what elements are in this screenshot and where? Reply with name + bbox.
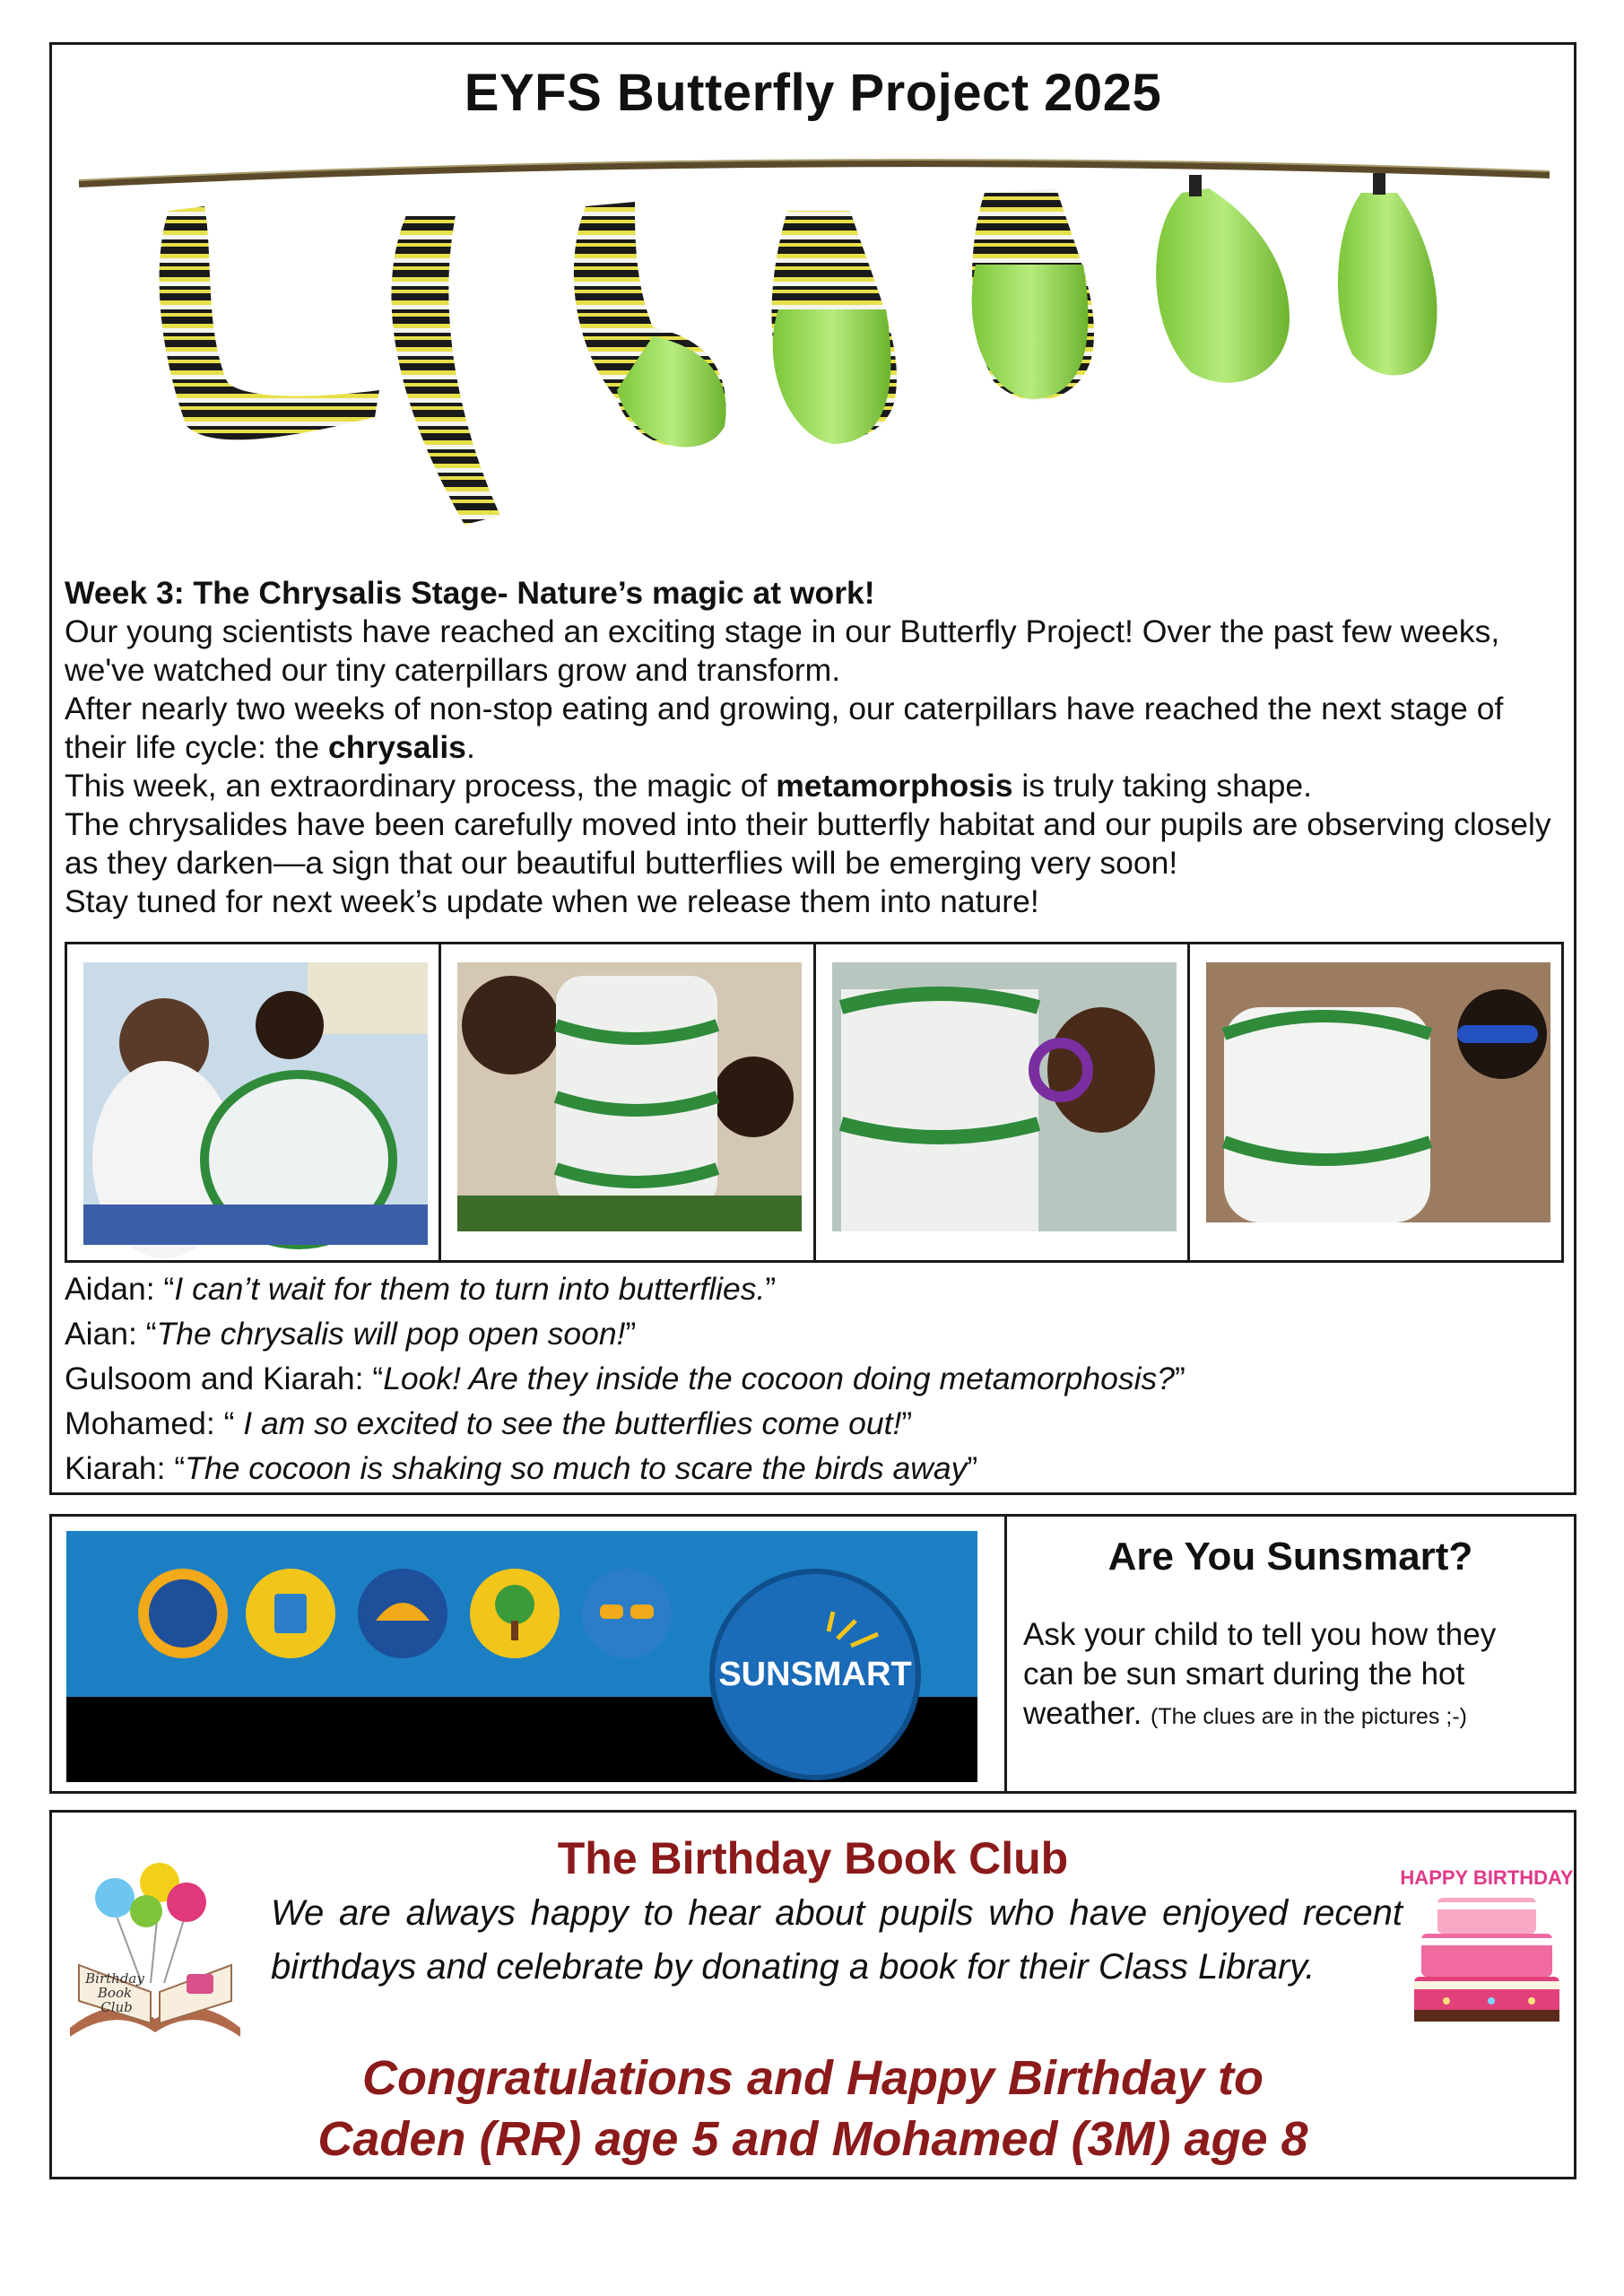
photo-gallery [65,942,1564,1263]
article-text [65,574,1571,921]
paragraph-1: Our young scientists have reached an exciting stage in our Butterfly Project! Over the past few weeks, we've watched our tiny caterpillars grow and transform. [65,613,1500,688]
photo-4 [1190,944,1561,1260]
paragraph-2: After nearly two weeks of non-stop eating and growing, our caterpillars have reached the next stage of their life cycle: the chrysalis. [65,691,1504,765]
sunsmart-body: Ask your child to tell you how they can be sun smart during the hot weather. (The clues are in the pictures ;-) [1023,1617,1497,1731]
birthday-congratulations [52,2048,1574,2170]
book-logo-word-1: Birthday [85,1970,144,1987]
sunsmart-note: (The clues are in the pictures ;-) [1151,1704,1467,1729]
birthday-body: We are always happy to hear about pupils who have enjoyed recent birthdays and celebrate by donating a book for their Class Library. [271,1893,1403,1987]
congrats-line-1: Congratulations and Happy Birthday to [361,2051,1264,2105]
sunsmart-title: Are You Sunsmart? [1107,1535,1473,1578]
page-title: EYFS Butterfly Project 2025 [464,64,1162,122]
article-heading: Week 3: The Chrysalis Stage- Nature’s magic at work! [65,575,875,611]
sunsmart-banner-image [66,1531,977,1782]
quote-aidan: Aidan: “I can’t wait for them to turn into butterflies.” [65,1271,777,1307]
pupil-quotes [65,1266,1185,1491]
quote-aian: Aian: “The chrysalis will pop open soon!” [65,1316,637,1352]
book-logo-word-3: Club [100,1999,133,2015]
photo-3 [816,944,1190,1260]
paragraph-5: Stay tuned for next week’s update when we release them into nature! [65,883,1039,919]
paragraph-4: The chrysalides have been carefully moved into their butterfly habitat and our pupils are observing closely as they darken—a sign that our beautiful butterflies will be emerging very soon! [65,806,1551,881]
photo-1 [67,944,441,1260]
quote-kiarah: Kiarah: “The cocoon is shaking so much to scare the birds away” [65,1450,978,1486]
birthday-cake-image [1400,1848,1574,2037]
birthday-book-club-logo [61,1857,258,2055]
butterfly-project-section [49,42,1576,1495]
paragraph-3: This week, an extraordinary process, the magic of metamorphosis is truly taking shape. [65,768,1313,804]
book-logo-word-2: Book [97,1985,133,2001]
sunsmart-logo-text: SUNSMART [718,1656,912,1693]
cake-text: HAPPY BIRTHDAY [1400,1866,1574,1889]
quote-gulsoom-kiarah: Gulsoom and Kiarah: “Look! Are they inside the cocoon doing metamorphosis?” [65,1361,1185,1396]
sunsmart-section [49,1514,1576,1794]
birthday-book-club-section [49,1810,1576,2179]
congrats-line-2: Caden (RR) age 5 and Mohamed (3M) age 8 [317,2112,1308,2166]
caterpillar-to-chrysalis-image [79,130,1550,596]
photo-2 [441,944,815,1260]
quote-mohamed: Mohamed: “ I am so excited to see the butterflies come out!” [65,1405,913,1441]
birthday-title: The Birthday Book Club [557,1833,1069,1883]
